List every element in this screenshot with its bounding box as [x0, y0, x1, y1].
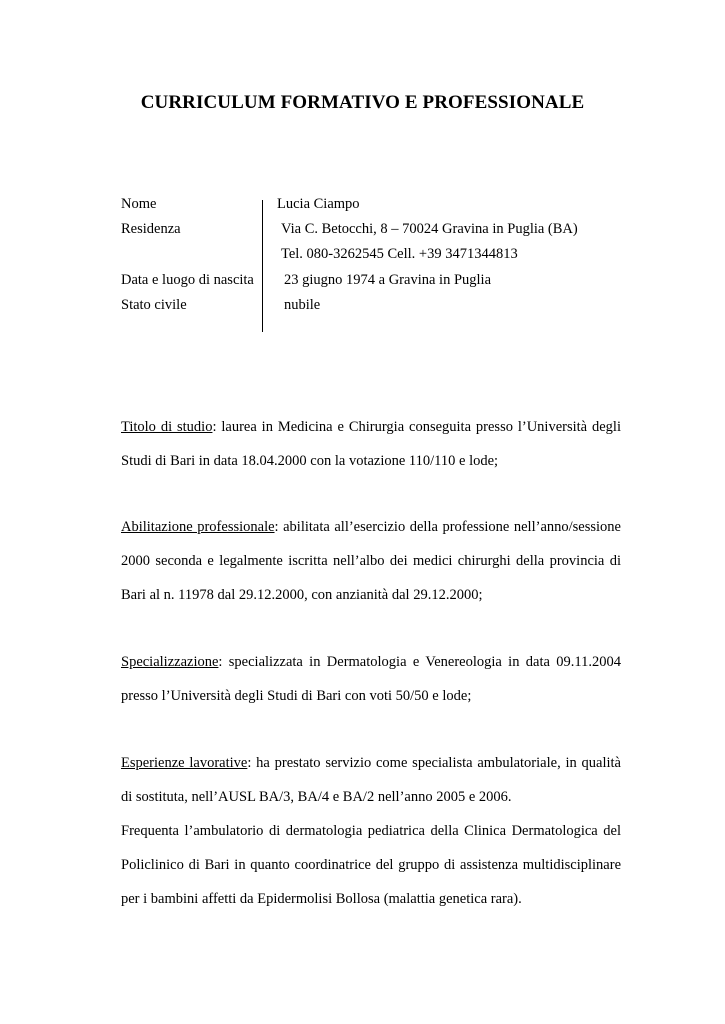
nascita-label: Data e luogo di nascita [121, 272, 254, 288]
abilitazione-text: : abilitata all’esercizio della professione nell’anno/sessione [274, 519, 621, 535]
info-divider-line [262, 200, 263, 332]
titolo-heading: Titolo di studio [121, 419, 213, 435]
specializzazione-text: : specializzata in Dermatologia e Venereologia in data 09.11.2004 [218, 654, 621, 670]
abilitazione-section [121, 510, 621, 612]
paragraph-line [121, 746, 621, 780]
abilitazione-heading: Abilitazione professionale [121, 519, 275, 535]
paragraph-line: presso l’Università degli Studi di Bari con voti 50/50 e lode; [121, 688, 472, 704]
paragraph-line: di sostituta, nell’AUSL BA/3, BA/4 e BA/2 nell’anno 2005 e 2006. [121, 789, 512, 805]
nascita-value: 23 giugno 1974 a Gravina in Puglia [284, 272, 492, 288]
esperienze-section [121, 746, 621, 916]
paragraph-line [121, 410, 621, 444]
telefono-value: Tel. 080-3262545 Cell. +39 3471344813 [281, 246, 518, 262]
stato-civile-label: Stato civile [121, 297, 187, 313]
titolo-di-studio-section [121, 410, 621, 478]
specializzazione-section [121, 645, 621, 713]
esperienze-text: : ha prestato servizio come specialista ambulatoriale, in qualità [247, 755, 621, 771]
paragraph-line: Frequenta l’ambulatorio di dermatologia pediatrica della Clinica Dermatologica del [121, 823, 621, 839]
nome-value: Lucia Ciampo [277, 196, 360, 212]
paragraph-line: per i bambini affetti da Epidermolisi Bollosa (malattia genetica rara). [121, 891, 522, 907]
residenza-value: Via C. Betocchi, 8 – 70024 Gravina in Puglia (BA) [281, 221, 578, 237]
nome-label: Nome [121, 196, 157, 212]
paragraph-line: Bari al n. 11978 dal 29.12.2000, con anzianità dal 29.12.2000; [121, 587, 483, 603]
paragraph-line: 2000 seconda e legalmente iscritta nell’albo dei medici chirurghi della provincia di [121, 553, 621, 569]
paragraph-line: Studi di Bari in data 18.04.2000 con la votazione 110/110 e lode; [121, 453, 499, 469]
esperienze-heading: Esperienze lavorative [121, 755, 248, 771]
stato-civile-value: nubile [284, 297, 321, 313]
specializzazione-heading: Specializzazione [121, 654, 219, 670]
paragraph-line [121, 510, 621, 544]
residenza-label: Residenza [121, 221, 181, 237]
paragraph-line [121, 645, 621, 679]
page-title: CURRICULUM FORMATIVO E PROFESSIONALE [140, 92, 585, 113]
titolo-text: : laurea in Medicina e Chirurgia conseguita presso l’Università degli [212, 419, 621, 435]
paragraph-line: Policlinico di Bari in quanto coordinatrice del gruppo di assistenza multidisciplinare [121, 857, 621, 873]
